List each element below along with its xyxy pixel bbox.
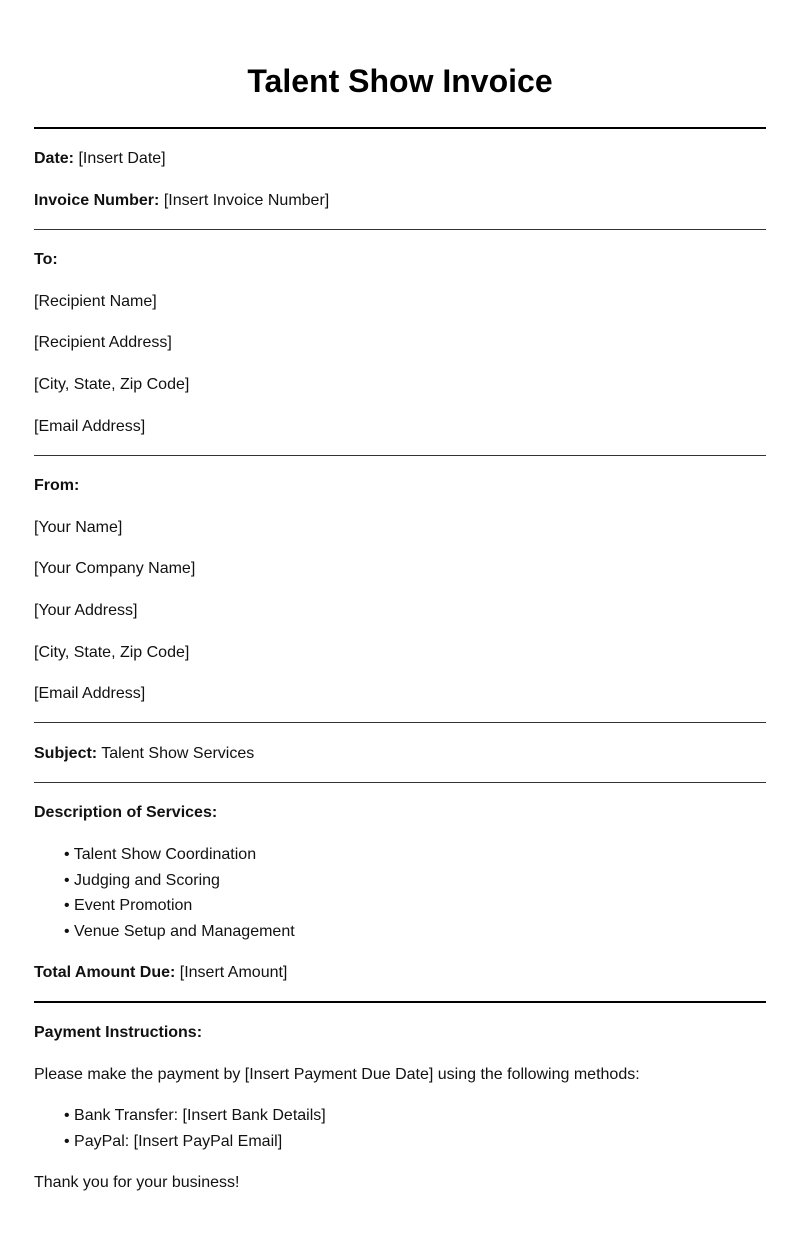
- subject-row: [34, 744, 254, 764]
- service-item: • Talent Show Coordination: [64, 846, 257, 863]
- services-heading: Description of Services:: [34, 804, 218, 821]
- payment-method: • Bank Transfer: [Insert Bank Details]: [64, 1107, 326, 1124]
- service-item: • Judging and Scoring: [64, 872, 220, 889]
- invoice-number-value: [Insert Invoice Number]: [163, 192, 330, 209]
- to-heading: To:: [34, 251, 58, 268]
- divider: [34, 782, 766, 783]
- total-row: [34, 963, 287, 983]
- sender-email: [Email Address]: [34, 685, 146, 702]
- recipient-address: [Recipient Address]: [34, 334, 172, 351]
- divider: [34, 229, 766, 230]
- service-item: • Venue Setup and Management: [64, 923, 295, 940]
- sender-address: [Your Address]: [34, 602, 138, 619]
- divider: [34, 1001, 766, 1003]
- divider: [34, 722, 766, 723]
- closing-note: Thank you for your business!: [34, 1174, 240, 1191]
- payment-method: • PayPal: [Insert PayPal Email]: [64, 1133, 283, 1150]
- sender-name: [Your Name]: [34, 519, 123, 536]
- sender-city-state-zip: [City, State, Zip Code]: [34, 644, 190, 661]
- total-value: [Insert Amount]: [179, 964, 288, 981]
- service-item: • Event Promotion: [64, 897, 193, 914]
- date-row: [34, 149, 166, 169]
- invoice-number-label: Invoice Number:: [34, 192, 160, 209]
- from-heading: From:: [34, 477, 80, 494]
- divider: [34, 127, 766, 129]
- payment-intro: Please make the payment by [Insert Payment Due Date] using the following methods:: [34, 1066, 640, 1083]
- recipient-name: [Recipient Name]: [34, 293, 157, 310]
- subject-label: Subject:: [34, 745, 98, 762]
- date-value: [Insert Date]: [78, 150, 166, 167]
- total-label: Total Amount Due:: [34, 964, 176, 981]
- divider: [34, 455, 766, 456]
- sender-company: [Your Company Name]: [34, 560, 196, 577]
- invoice-number-row: [34, 191, 329, 211]
- payment-heading: Payment Instructions:: [34, 1024, 203, 1041]
- subject-value: Talent Show Services: [101, 745, 255, 762]
- date-label: Date:: [34, 150, 75, 167]
- recipient-city-state-zip: [City, State, Zip Code]: [34, 376, 190, 393]
- recipient-email: [Email Address]: [34, 418, 146, 435]
- page-title: Talent Show Invoice: [247, 63, 553, 99]
